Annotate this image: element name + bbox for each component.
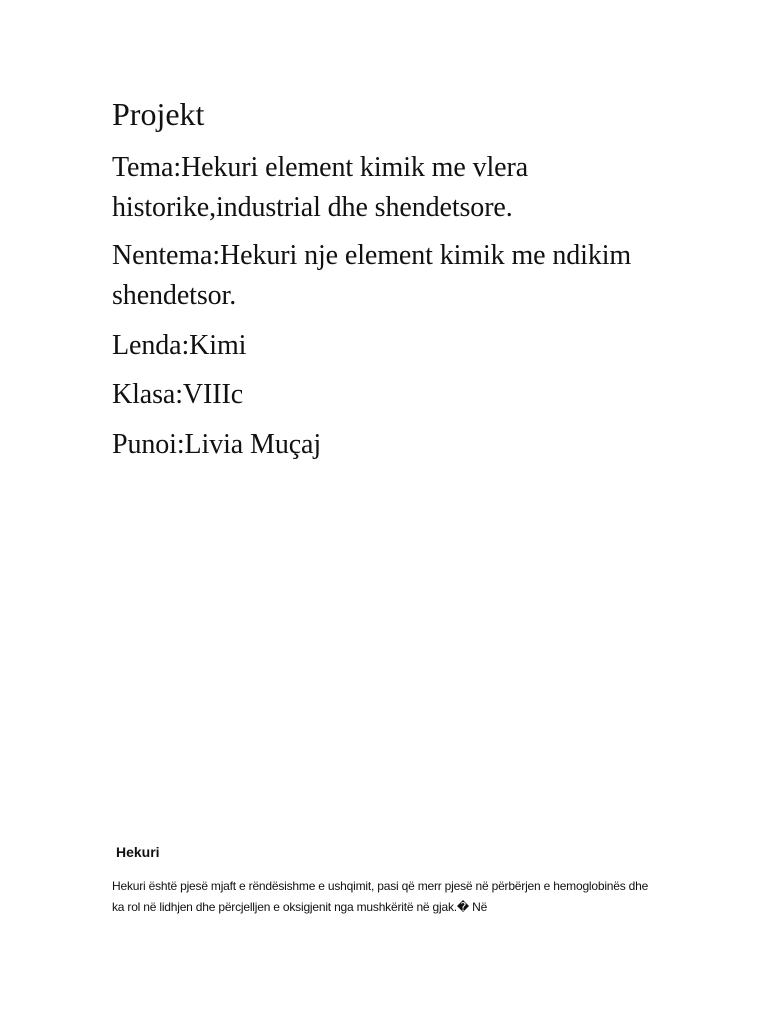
subject-line: Lenda:Kimi — [112, 330, 247, 361]
section-paragraph: Hekuri është pjesë mjaft e rëndësishme e ushqimit, pasi që merr pjesë në përbërjen e hemoglobinës dhe ka rol në lidhjen dhe përcjelljen e oksigjenit nga mushkëritë në gjak.� Në — [112, 879, 649, 914]
section-heading: Hekuri — [116, 844, 160, 860]
subtopic-line: Nentema:Hekuri nje element kimik me ndikim shendetsor. — [112, 240, 632, 311]
class-line: Klasa:VIIIc — [112, 379, 244, 410]
author-line: Punoi:Livia Muçaj — [112, 429, 322, 460]
topic-line: Tema:Hekuri element kimik me vlera historike,industrial dhe shendetsore. — [112, 152, 529, 223]
page-title: Projekt — [112, 96, 205, 132]
